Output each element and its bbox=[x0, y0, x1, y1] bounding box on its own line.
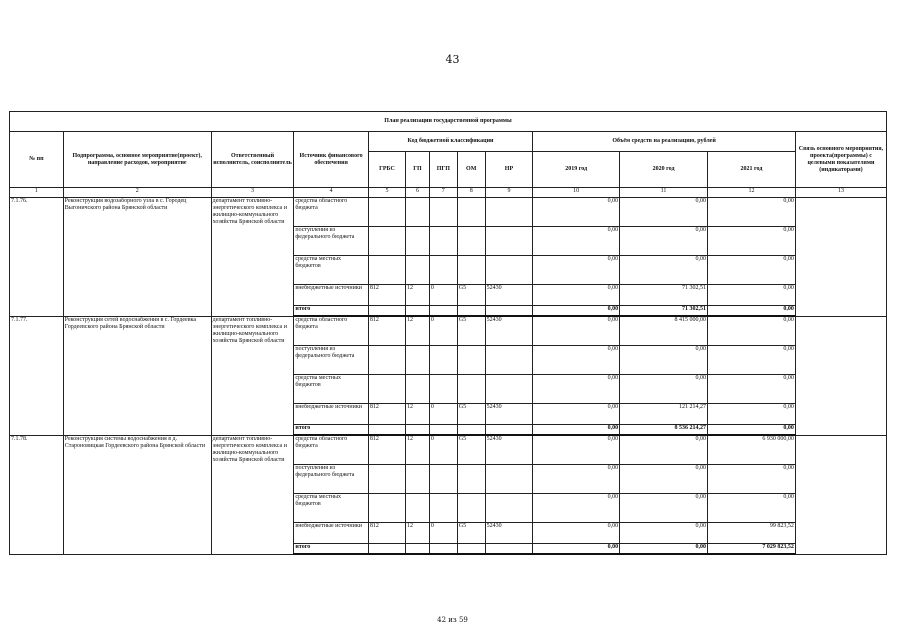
cell-link bbox=[795, 435, 886, 554]
cell-pgp bbox=[429, 198, 457, 227]
source-extra: внебюджетные источники bbox=[294, 285, 368, 306]
cell-grbs: 812 bbox=[368, 285, 405, 306]
col-number: 10 bbox=[533, 188, 620, 198]
cell-2020: 0,00 bbox=[620, 198, 708, 227]
header-responsible: Ответственный исполнитель, соисполнитель bbox=[211, 132, 294, 188]
cell-om bbox=[457, 494, 485, 523]
col-number: 13 bbox=[795, 188, 886, 198]
cell-gp: 12 bbox=[406, 404, 430, 425]
cell-nr bbox=[485, 375, 533, 404]
source-federal: поступления из федерального бюджета bbox=[294, 227, 368, 256]
cell-pgp: 0 bbox=[429, 404, 457, 425]
item-name: Реконструкция водозаборного узла в с. Городец Выгоничского района Брянской области bbox=[63, 198, 211, 317]
cell-nr: 52430 bbox=[485, 435, 533, 465]
table-row bbox=[10, 198, 887, 227]
source-regional: средства областного бюджета bbox=[294, 435, 368, 465]
header-grbs: ГРБС bbox=[368, 152, 405, 188]
cell-om bbox=[457, 306, 485, 317]
cell-nr bbox=[485, 256, 533, 285]
cell-2020: 0,00 bbox=[620, 256, 708, 285]
cell-2019: 0,00 bbox=[533, 198, 620, 227]
col-number: 1 bbox=[10, 188, 64, 198]
source-federal: поступления из федерального бюджета bbox=[294, 465, 368, 494]
col-number: 3 bbox=[211, 188, 294, 198]
cell-pgp bbox=[429, 375, 457, 404]
cell-pgp bbox=[429, 494, 457, 523]
item-responsible: департамент топливно-энергетического комплекса и жилищно-коммунального хозяйства Брянской области bbox=[211, 435, 294, 554]
cell-grbs bbox=[368, 256, 405, 285]
cell-grbs: 812 bbox=[368, 523, 405, 544]
cell-pgp bbox=[429, 227, 457, 256]
cell-grbs: 812 bbox=[368, 404, 405, 425]
cell-nr bbox=[485, 306, 533, 317]
cell-pgp bbox=[429, 256, 457, 285]
cell-2021: 0,00 bbox=[708, 306, 796, 317]
cell-pgp: 0 bbox=[429, 316, 457, 346]
header-2020: 2020 год bbox=[620, 152, 708, 188]
cell-gp bbox=[406, 544, 430, 555]
header-nr: НР bbox=[485, 152, 533, 188]
cell-nr: 52430 bbox=[485, 316, 533, 346]
cell-2019: 0,00 bbox=[533, 256, 620, 285]
source-extra: внебюджетные источники bbox=[294, 523, 368, 544]
cell-2020: 0,00 bbox=[620, 227, 708, 256]
cell-pgp bbox=[429, 425, 457, 436]
cell-nr bbox=[485, 198, 533, 227]
item-number: 7.1.76. bbox=[10, 198, 64, 317]
col-number: 9 bbox=[485, 188, 533, 198]
program-plan-table bbox=[9, 111, 887, 555]
cell-grbs: 812 bbox=[368, 316, 405, 346]
cell-2019: 0,00 bbox=[533, 544, 620, 555]
cell-2020: 121 214,27 bbox=[620, 404, 708, 425]
cell-2021: 0,00 bbox=[708, 494, 796, 523]
cell-2021: 6 930 000,00 bbox=[708, 435, 796, 465]
cell-2019: 0,00 bbox=[533, 346, 620, 375]
header-2021: 2021 год bbox=[708, 152, 796, 188]
cell-2021: 0,00 bbox=[708, 375, 796, 404]
cell-2019: 0,00 bbox=[533, 404, 620, 425]
cell-om bbox=[457, 227, 485, 256]
header-subprogram: Подпрограмма, основное мероприятие(проект), направление расходов, мероприятие bbox=[63, 132, 211, 188]
cell-grbs bbox=[368, 465, 405, 494]
cell-grbs bbox=[368, 306, 405, 317]
table-title: План реализации государственной программы bbox=[10, 112, 887, 132]
source-total: итого bbox=[294, 425, 368, 436]
cell-pgp: 0 bbox=[429, 435, 457, 465]
header-gp: ГП bbox=[406, 152, 430, 188]
cell-pgp bbox=[429, 465, 457, 494]
cell-om: G5 bbox=[457, 404, 485, 425]
header-2019: 2019 год bbox=[533, 152, 620, 188]
cell-om: G5 bbox=[457, 316, 485, 346]
cell-2020: 0,00 bbox=[620, 435, 708, 465]
cell-gp: 12 bbox=[406, 316, 430, 346]
cell-nr bbox=[485, 227, 533, 256]
cell-nr bbox=[485, 425, 533, 436]
cell-2020: 8 536 214,27 bbox=[620, 425, 708, 436]
cell-2020: 0,00 bbox=[620, 494, 708, 523]
cell-pgp bbox=[429, 346, 457, 375]
cell-gp bbox=[406, 375, 430, 404]
cell-nr: 52430 bbox=[485, 523, 533, 544]
cell-gp: 12 bbox=[406, 435, 430, 465]
header-num: № пп bbox=[10, 132, 64, 188]
col-number: 7 bbox=[429, 188, 457, 198]
header-source: Источник финансового обеспечения bbox=[294, 132, 368, 188]
cell-om bbox=[457, 375, 485, 404]
cell-link bbox=[795, 316, 886, 435]
cell-om bbox=[457, 465, 485, 494]
source-federal: поступления из федерального бюджета bbox=[294, 346, 368, 375]
cell-pgp bbox=[429, 544, 457, 555]
cell-2021: 0,00 bbox=[708, 256, 796, 285]
col-number: 11 bbox=[620, 188, 708, 198]
col-number: 5 bbox=[368, 188, 405, 198]
cell-gp bbox=[406, 425, 430, 436]
cell-nr: 52430 bbox=[485, 404, 533, 425]
col-number: 6 bbox=[406, 188, 430, 198]
cell-gp bbox=[406, 346, 430, 375]
cell-pgp bbox=[429, 306, 457, 317]
cell-2020: 71 302,51 bbox=[620, 285, 708, 306]
cell-om: G5 bbox=[457, 523, 485, 544]
source-regional: средства областного бюджета bbox=[294, 198, 368, 227]
col-number: 4 bbox=[294, 188, 368, 198]
source-total: итого bbox=[294, 306, 368, 317]
cell-nr bbox=[485, 465, 533, 494]
cell-2019: 0,00 bbox=[533, 285, 620, 306]
header-budget-code: Код бюджетной классификации bbox=[368, 132, 532, 152]
cell-2021: 7 029 823,52 bbox=[708, 544, 796, 555]
cell-2020: 0,00 bbox=[620, 465, 708, 494]
item-number: 7.1.77. bbox=[10, 316, 64, 435]
cell-2021: 0,00 bbox=[708, 346, 796, 375]
cell-grbs bbox=[368, 544, 405, 555]
source-local: средства местных бюджетов bbox=[294, 494, 368, 523]
table-row bbox=[10, 316, 887, 346]
cell-grbs bbox=[368, 425, 405, 436]
header-pgp: ПГП bbox=[429, 152, 457, 188]
cell-2019: 0,00 bbox=[533, 523, 620, 544]
cell-2019: 0,00 bbox=[533, 465, 620, 494]
cell-om: G5 bbox=[457, 435, 485, 465]
cell-2021: 0,00 bbox=[708, 425, 796, 436]
cell-nr: 52430 bbox=[485, 285, 533, 306]
cell-2020: 0,00 bbox=[620, 346, 708, 375]
cell-2020: 0,00 bbox=[620, 544, 708, 555]
cell-2020: 0,00 bbox=[620, 523, 708, 544]
cell-2021: 0,00 bbox=[708, 316, 796, 346]
cell-2019: 0,00 bbox=[533, 306, 620, 317]
cell-om: G5 bbox=[457, 285, 485, 306]
source-local: средства местных бюджетов bbox=[294, 375, 368, 404]
cell-grbs: 812 bbox=[368, 435, 405, 465]
cell-om bbox=[457, 425, 485, 436]
cell-2019: 0,00 bbox=[533, 425, 620, 436]
cell-nr bbox=[485, 544, 533, 555]
source-regional: средства областного бюджета bbox=[294, 316, 368, 346]
cell-link bbox=[795, 198, 886, 317]
cell-2020: 0,00 bbox=[620, 375, 708, 404]
page-number-top: 43 bbox=[445, 53, 460, 66]
cell-om bbox=[457, 256, 485, 285]
cell-om bbox=[457, 346, 485, 375]
item-name: Реконструкция сетей водоснабжения в с. Гордеевка Гордеевского района Брянской области bbox=[63, 316, 211, 435]
source-local: средства местных бюджетов bbox=[294, 256, 368, 285]
item-responsible: департамент топливно-энергетического комплекса и жилищно-коммунального хозяйства Брянской области bbox=[211, 198, 294, 317]
cell-gp bbox=[406, 198, 430, 227]
cell-2019: 0,00 bbox=[533, 435, 620, 465]
cell-pgp: 0 bbox=[429, 523, 457, 544]
cell-om bbox=[457, 198, 485, 227]
cell-nr bbox=[485, 494, 533, 523]
cell-gp bbox=[406, 306, 430, 317]
cell-pgp: 0 bbox=[429, 285, 457, 306]
table-row bbox=[10, 435, 887, 465]
cell-grbs bbox=[368, 227, 405, 256]
cell-2021: 0,00 bbox=[708, 227, 796, 256]
cell-nr bbox=[485, 346, 533, 375]
cell-2021: 0,00 bbox=[708, 404, 796, 425]
cell-grbs bbox=[368, 494, 405, 523]
item-name: Реконструкция системы водоснабжения в д. Староновицкая Гордеевского района Брянской области bbox=[63, 435, 211, 554]
cell-gp bbox=[406, 256, 430, 285]
source-extra: внебюджетные источники bbox=[294, 404, 368, 425]
cell-grbs bbox=[368, 198, 405, 227]
cell-gp bbox=[406, 227, 430, 256]
page-number-bottom: 42 из 59 bbox=[437, 616, 468, 624]
cell-gp bbox=[406, 465, 430, 494]
cell-2019: 0,00 bbox=[533, 375, 620, 404]
cell-om bbox=[457, 544, 485, 555]
source-total: итого bbox=[294, 544, 368, 555]
header-om: ОМ bbox=[457, 152, 485, 188]
cell-grbs bbox=[368, 375, 405, 404]
col-number: 12 bbox=[708, 188, 796, 198]
col-number: 2 bbox=[63, 188, 211, 198]
cell-2019: 0,00 bbox=[533, 316, 620, 346]
col-number: 8 bbox=[457, 188, 485, 198]
cell-2019: 0,00 bbox=[533, 227, 620, 256]
header-volume: Объём средств на реализацию, рублей bbox=[533, 132, 796, 152]
cell-gp bbox=[406, 494, 430, 523]
cell-gp: 12 bbox=[406, 523, 430, 544]
cell-2021: 0,00 bbox=[708, 465, 796, 494]
cell-2019: 0,00 bbox=[533, 494, 620, 523]
header-link: Связь основного мероприятия, проекта(программы) с целевыми показателями (индикаторами) bbox=[795, 132, 886, 188]
cell-2020: 8 415 000,00 bbox=[620, 316, 708, 346]
cell-gp: 12 bbox=[406, 285, 430, 306]
cell-2020: 71 302,51 bbox=[620, 306, 708, 317]
cell-grbs bbox=[368, 346, 405, 375]
cell-2021: 99 823,52 bbox=[708, 523, 796, 544]
item-responsible: департамент топливно-энергетического комплекса и жилищно-коммунального хозяйства Брянской области bbox=[211, 316, 294, 435]
cell-2021: 0,00 bbox=[708, 285, 796, 306]
cell-2021: 0,00 bbox=[708, 198, 796, 227]
item-number: 7.1.78. bbox=[10, 435, 64, 554]
